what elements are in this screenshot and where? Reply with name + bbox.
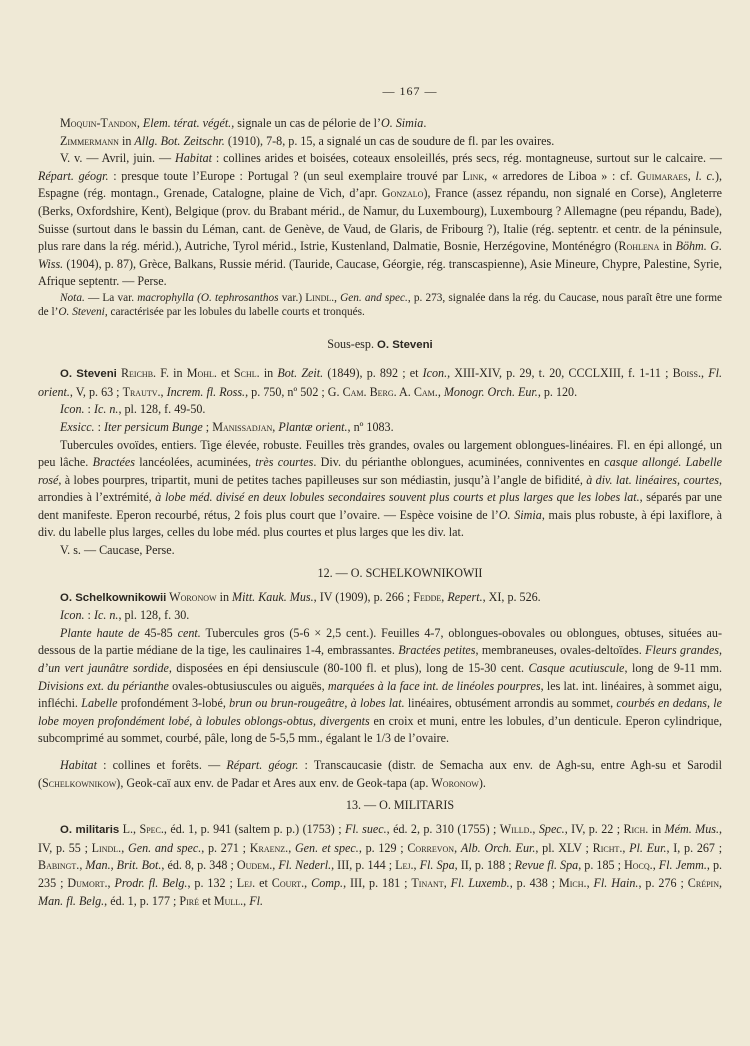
ref: Ic. n. xyxy=(93,608,119,623)
text: , V, p. 63 ; xyxy=(69,384,123,399)
author: Crépin xyxy=(687,875,719,890)
term: marquées à la face int. de linéoles pourpres xyxy=(327,678,541,693)
ref: Fl. Hain. xyxy=(593,875,639,890)
ref: Man., Brit. Bot. xyxy=(85,858,162,873)
text: , p. 120. xyxy=(537,384,578,399)
author: Piré xyxy=(179,893,200,908)
term: cent. xyxy=(177,625,201,640)
label: Répart. géogr. xyxy=(226,758,299,772)
author: Correvon xyxy=(407,840,455,855)
author: Dumort. xyxy=(67,875,108,890)
nota-paragraph xyxy=(38,292,722,319)
text: , pl. 128, f. 30. xyxy=(118,608,190,623)
author: Schl. xyxy=(233,366,260,381)
ref: Fl. Spa xyxy=(419,858,455,873)
text: in xyxy=(216,589,233,604)
text: , mais plus robuste, à épi laxiflore, à div. du labelle plus larges, celles du lobe méd. plus courtes et plus larges que les div. lat. xyxy=(38,507,722,540)
ref: Increm. fl. Ross. xyxy=(166,384,246,399)
author: Manissadjan xyxy=(212,419,273,434)
text: in xyxy=(259,366,278,381)
ref: Fl. xyxy=(249,893,263,908)
text: , pl. 128, f. 49-50. xyxy=(118,402,206,417)
ref: Ic. n. xyxy=(93,402,119,417)
term: Bractées xyxy=(92,455,135,470)
text: , III, p. 144 ; xyxy=(331,858,396,873)
ref: Revue fl. Spa xyxy=(514,858,579,873)
text: ), Espagne (rég. montagn., Grenade, Catalogne, plaine de Vich, d’apr. xyxy=(38,168,722,201)
term: courbés en dedans, le lobe moyen profondément lobé, à lobules oblongs-obtus, divergents xyxy=(38,696,722,728)
text: Sous-esp. xyxy=(327,337,377,352)
text: linéaires, obtusément arrondis au sommet, xyxy=(404,696,617,711)
author: Woronow xyxy=(166,589,217,604)
author: Trautv. xyxy=(122,384,161,399)
text: , xyxy=(718,875,723,890)
species-heading-12: 12. — O. SCHELKOWNIKOWII xyxy=(317,565,483,580)
text: , I, p. 267 ; xyxy=(666,840,723,855)
author-zimmermann: Zimmermann xyxy=(60,133,119,148)
author: Lindl. xyxy=(91,840,122,855)
text: , les lat. int. linéaires, à sommet aigu, infléchi. xyxy=(38,678,722,711)
paragraph-steveni-exsicc: Exsicc. : Iter persicum Bunge ; Manissadjan, Plantæ orient., nº 1083. xyxy=(60,419,394,434)
text: , « arredores de Liboa » : cf. xyxy=(484,168,638,183)
author: Boiss. xyxy=(672,366,702,381)
text: , éd. 1, p. 177 ; xyxy=(104,893,180,908)
term: à div. lat. linéaires, courtes xyxy=(586,472,719,487)
text: , p. 271 ; xyxy=(201,840,250,855)
text: L., xyxy=(119,822,140,837)
ref: Man. fl. Belg. xyxy=(38,893,105,908)
text: , arrondies à l’extrémité, xyxy=(38,472,722,505)
author: Mohl. xyxy=(186,366,217,381)
text: , séparés par une dent manifeste. Eperon recourbé, rétus, 2 fois plus court que l’ovaire. — Espèce voisine de l’ xyxy=(38,490,723,522)
ref: Bot. Zeit. xyxy=(277,366,324,381)
term: casque allongé. Labelle rosé xyxy=(38,455,722,487)
author: Woronow xyxy=(431,775,479,790)
paragraph-steveni-icon: Icon. : Ic. n., pl. 128, f. 49-50. xyxy=(60,402,206,417)
text: signale un cas de pélorie de l’ xyxy=(234,116,381,130)
text: (1904), p. 87), Grèce, Balkans, Russie mérid. (Tauride, Caucase, Géorgie, rég. transcaspienne), Asie Mineure, Chypre, Palestine, Syrie, Afrique septentr. — Perse. xyxy=(38,256,722,289)
text: , xyxy=(334,291,341,304)
term: Casque acutiuscule xyxy=(528,661,625,676)
page-number: — 167 — xyxy=(382,84,438,98)
text: Tubercules ovoïdes, entiers. Tige élevée, robuste. Feuilles très grandes, ovales ou largement oblongues-linéaires. Fl. en épi allongé, un peu lâche. xyxy=(38,437,722,470)
ref: Iter persicum Bunge xyxy=(104,419,203,434)
ref: Böhm. G. Wiss. xyxy=(38,239,722,271)
text: var.) xyxy=(278,291,306,304)
text: , p. 276 ; xyxy=(638,875,688,890)
text: , éd. 2, p. 310 (1755) ; xyxy=(386,822,500,837)
taxon: O. Steveni xyxy=(60,368,117,381)
author: Gonzalo xyxy=(381,186,424,201)
author: Lej. xyxy=(395,858,414,873)
taxon: O. Steveni xyxy=(58,305,105,318)
ref: Repert. xyxy=(447,589,483,604)
text: , xyxy=(532,822,539,837)
term: brun ou brun-rougeâtre, à lobes lat. xyxy=(229,696,405,711)
label: Icon. xyxy=(60,402,85,417)
ref: Fl. Nederl. xyxy=(278,858,332,873)
taxon: O. militaris xyxy=(60,824,120,837)
text: : Transcaucasie (distr. de Semacha aux env. de Agh-su, entre Agh-su et Sarodil ( xyxy=(38,758,723,790)
paragraph-moquin xyxy=(38,115,722,133)
term: à lobe méd. divisé en deux lobules secondaires souvent plus courts et plus larges que les lobes lat. xyxy=(155,490,640,505)
term: Plante haute de xyxy=(60,625,140,640)
term: Fleurs grandes, d’un vert jaunâtre sordide xyxy=(38,643,723,676)
text: , p. 438 ; xyxy=(509,875,560,890)
ref: Spec. xyxy=(538,822,565,837)
text: en croix et muni, entre les lobules, d’un denticule. Eperon cylindrique, subcomprimé au sommet, courbé, pâle, long de 5-5,5 mm., égalant le 1/3 de l’ovaire. xyxy=(38,713,722,746)
text: A. xyxy=(396,384,414,399)
author: Fedde xyxy=(413,589,442,604)
text: Tubercules gros (5-6 × 2,5 cent.). Feuilles 4-7, oblongues-obovales ou oblongues, obtuses, situées au-dessous de la partie médiane de la tige, les caulinaires 1-4, embrassantes. xyxy=(38,625,722,658)
text: , à lobes pourpres, tripartit, muni de petites taches papilleuses sur son médiastin, jusqu’à l’angle de bifidité, xyxy=(58,472,587,487)
species-heading-13: 13. — O. MILITARIS xyxy=(345,798,455,813)
ref: Monogr. Orch. Eur. xyxy=(443,384,538,399)
label: Icon. xyxy=(60,608,85,623)
ref: Alb. Orch. Eur. xyxy=(460,840,536,855)
text: , xyxy=(304,875,312,890)
label: Nota. xyxy=(60,291,85,304)
paragraph-steveni-vs: V. s. — Caucase, Perse. xyxy=(60,543,175,558)
paragraph-schelk-description xyxy=(38,625,722,748)
author: Rich. xyxy=(623,822,649,837)
ref: Elem. térat. végét., xyxy=(142,116,235,130)
ref: Gen. and spec. xyxy=(340,291,408,304)
author: Mich. xyxy=(559,875,587,890)
ref: Mitt. Kauk. Mus. xyxy=(232,589,314,604)
text: , xyxy=(272,419,279,434)
author: Reichb. xyxy=(116,366,157,381)
author: Babingt. xyxy=(38,858,80,873)
text: , xyxy=(121,840,128,855)
paragraph-zimmermann xyxy=(38,133,722,151)
text: — La var. xyxy=(84,291,138,304)
author: Cam. xyxy=(413,384,438,399)
label: Habitat xyxy=(60,758,97,772)
text: : presque toute l’Europe : Portugal ? (un seul exemplaire trouvé par xyxy=(108,168,463,183)
ref: Gen. et spec. xyxy=(294,840,359,855)
author: Willd. xyxy=(499,822,533,837)
text: , p. 132 ; xyxy=(187,875,237,890)
text: , IV (1909), p. 266 ; xyxy=(313,589,414,604)
text: , xyxy=(701,366,709,381)
author: Schelkownikow xyxy=(42,775,117,790)
paragraph-schelk-habitat xyxy=(38,757,722,792)
text: et xyxy=(255,875,272,890)
taxon: macrophylla (O. tephrosanthos xyxy=(137,291,279,304)
text: , p. 750, nº 502 ; G. xyxy=(245,384,343,399)
text: , p. 185 ; xyxy=(578,858,625,873)
label: Exsicc. xyxy=(60,419,95,434)
text: , xyxy=(107,875,115,890)
text: , xyxy=(652,858,659,873)
ref: Mém. Mus. xyxy=(664,822,719,837)
paragraph-habitat-simia: V. v. — Avril, juin. — Habitat : collines arides et boisées, coteaux ensoleillés, prés secs, rég. montagneuse, surtout sur le calcaire. — Répart. géogr. : presque toute l’Europe : Portugal ? (un seul exemplaire trouvé par Link, « arredores de Liboa » : cf. Guimaraes, l. c.), Espagne (rég. montagn., Grenade, Catalogne, plaine de Vich, d’apr. Gonzalo), France (assez répandu, non signalé en Corse), Angleterre (Berks, Oxfordshire, Kent), Belgique (prov. du Brabant mérid., de Namur, du Luxembourg), Luxembourg ? Allemagne (peu répandu, Bade), Suisse (surtout dans le bassin du Léman, cant. de Genève, de Vaud, de Glaris, de Fribourg ?), Italie (rég. septentr. et centr. de la péninsule, plus rare dans la rég. mérid.), Autriche, Tyrol mérid., Istrie, Kustenland, Dalmatie, Bosnie, Herzégovine, Monténégro (Rohlena in Böhm. G. Wiss. (1904), p. 87), Grèce, Balkans, Russie mérid. (Tauride, Caucase, Géorgie, rég. transcaspienne), Asie Mineure, Chypre, Palestine, Syrie, Afrique septentr. — Perse. xyxy=(38,151,722,289)
text: (1910), 7-8, p. 15, a signalé un cas de soudure de fl. par les ovaires. xyxy=(224,133,555,148)
paragraph-steveni-synonymy xyxy=(38,365,722,401)
text: , xyxy=(437,384,444,399)
text: ), Geok-caï aux env. de Padar et Ares aux env. de Geok-tapa (ap. xyxy=(116,775,432,790)
subspecies-heading xyxy=(38,337,722,352)
author: Lindl. xyxy=(305,291,335,304)
taxon: O. Simia xyxy=(380,116,424,130)
text: lancéolées, acuminées, xyxy=(134,455,256,470)
text: , XIII-XIV, p. 29, t. 20, CCCLXIII, f. 1-11 ; xyxy=(447,366,673,381)
ref: Comp. xyxy=(311,875,344,890)
text: ). xyxy=(478,775,486,790)
taxon: O. Schelkownikowii xyxy=(60,591,167,604)
author: Link xyxy=(462,168,485,183)
author: Court. xyxy=(271,875,305,890)
text: , IV, p. 22 ; xyxy=(564,822,624,837)
text: , xyxy=(441,589,448,604)
text: , xyxy=(79,858,86,873)
text: in xyxy=(648,822,665,837)
term: très courtes xyxy=(255,455,314,470)
text: , xyxy=(443,875,451,890)
label: Répart. géogr. xyxy=(38,168,109,183)
ref: Gen. and spec. xyxy=(127,840,202,855)
text: , III, p. 181 ; xyxy=(343,875,412,890)
text: , IV, p. 55 ; xyxy=(38,822,723,855)
taxon: O. Simia xyxy=(498,507,542,522)
author: Tinant xyxy=(411,875,444,890)
text: , nº 1083. xyxy=(347,419,394,434)
paragraph-steveni-description xyxy=(38,437,722,543)
text: , pl. XLV ; xyxy=(535,840,593,855)
text: . xyxy=(423,116,427,130)
text: profondément 3-lobé, xyxy=(117,696,230,711)
text: , caractérisée par les lobules du labelle courts et tronqués. xyxy=(104,305,365,318)
author: Berg. xyxy=(369,384,397,399)
author: Lej. xyxy=(236,875,256,890)
text: , xyxy=(160,384,167,399)
author: Guimaraes xyxy=(637,168,688,183)
author: Hocq. xyxy=(624,858,653,873)
taxon: O. Steveni xyxy=(377,339,433,352)
text: , xyxy=(288,840,295,855)
text: , II, p. 188 ; xyxy=(454,858,515,873)
text: , éd. 1, p. 941 (saltem p. p.) (1753) ; xyxy=(163,822,345,837)
ref: Icon. xyxy=(422,366,448,381)
term: Bractées petites xyxy=(398,643,476,658)
text: : collines arides et boisées, coteaux ensoleillés, prés secs, rég. montagneuse, surtout sur le calcaire. — xyxy=(211,151,722,166)
text: , membraneuses, ovales-deltoïdes. xyxy=(475,643,646,658)
paragraph-militaris-synonymy xyxy=(38,821,722,910)
text: , p. 235 ; xyxy=(38,858,723,890)
text: , xyxy=(622,840,630,855)
ref: Fl. orient. xyxy=(38,366,722,399)
text: , éd. 8, p. 348 ; xyxy=(161,858,237,873)
text: , xyxy=(272,858,279,873)
text: , p. 273, signalée dans la rég. du Caucase, nous paraît être une forme de l’ xyxy=(38,291,723,318)
text: : collines et forêts. — xyxy=(96,758,227,772)
ref: Fl. suec. xyxy=(344,822,387,837)
text: . Div. du périanthe oblongues, acuminées, conniventes en xyxy=(313,455,605,470)
text: et xyxy=(199,893,214,908)
text: , disposées en épi densiuscule (80-100 fl. et plus), long de 15-30 cent. xyxy=(168,661,529,676)
text: , xyxy=(454,840,461,855)
text: ovales-obtusiuscules ou aiguës, xyxy=(168,678,328,693)
author: Richt. xyxy=(592,840,623,855)
text: , long de 9-11 mm. xyxy=(624,661,723,676)
ref: Pl. Eur. xyxy=(629,840,667,855)
text: V. v. — Avril, juin. — xyxy=(60,151,176,166)
author: Mull. xyxy=(213,893,244,908)
text: in xyxy=(118,133,135,148)
ref: Fl. Jemm. xyxy=(658,858,707,873)
ref: Prodr. fl. Belg. xyxy=(114,875,188,890)
ref: Allg. Bot. Zeitschr. xyxy=(134,133,225,148)
term: Labelle xyxy=(81,696,118,711)
text: (1849), p. 892 ; et xyxy=(323,366,423,381)
text: , xyxy=(586,875,594,890)
text: 45-85 xyxy=(139,625,178,640)
ref: l. c. xyxy=(695,168,715,183)
text: ; xyxy=(202,419,213,434)
term: Divisions ext. du périanthe xyxy=(38,678,169,693)
author: Kraenz. xyxy=(249,840,289,855)
text: et xyxy=(216,366,234,381)
ref: Plantæ orient. xyxy=(278,419,348,434)
text: , p. 129 ; xyxy=(358,840,408,855)
label: Habitat xyxy=(175,151,212,166)
text: , xyxy=(243,893,250,908)
paragraph-schelk-synonymy xyxy=(38,589,722,608)
author-moquin: Moquin-Tandon, xyxy=(60,116,140,130)
text: ), France (assez répandu, non signalé en Corse), Angleterre (Berks, Oxfordshire, Kent), Belgique (prov. du Brabant mérid., de Namur, du Luxembourg), Luxembourg ? Allemagne (peu répandu, Bade), Suisse (surtout dans le bassin du Léman, cant. de Genève, de Vaud, de Glaris, de Fribourg ?), Italie (rég. septentr. et centr. de la péninsule, plus rare dans la rég. mérid.), Autriche, Tyrol mérid., Istrie, Kustenland, Dalmatie, Bosnie, Herzégovine, Monténégro ( xyxy=(38,186,722,254)
text: , XI, p. 526. xyxy=(482,589,541,604)
ref: Fl. Luxemb. xyxy=(450,875,510,890)
text: , xyxy=(413,858,420,873)
author: Rohlena xyxy=(618,239,660,254)
author: Cam. xyxy=(342,384,367,399)
text: F. in xyxy=(156,366,187,381)
author: Oudem. xyxy=(236,858,273,873)
paragraph-schelk-icon: Icon. : Ic. n., pl. 128, f. 30. xyxy=(60,608,190,623)
text: in xyxy=(659,239,676,254)
ref: Spec. xyxy=(139,822,164,837)
